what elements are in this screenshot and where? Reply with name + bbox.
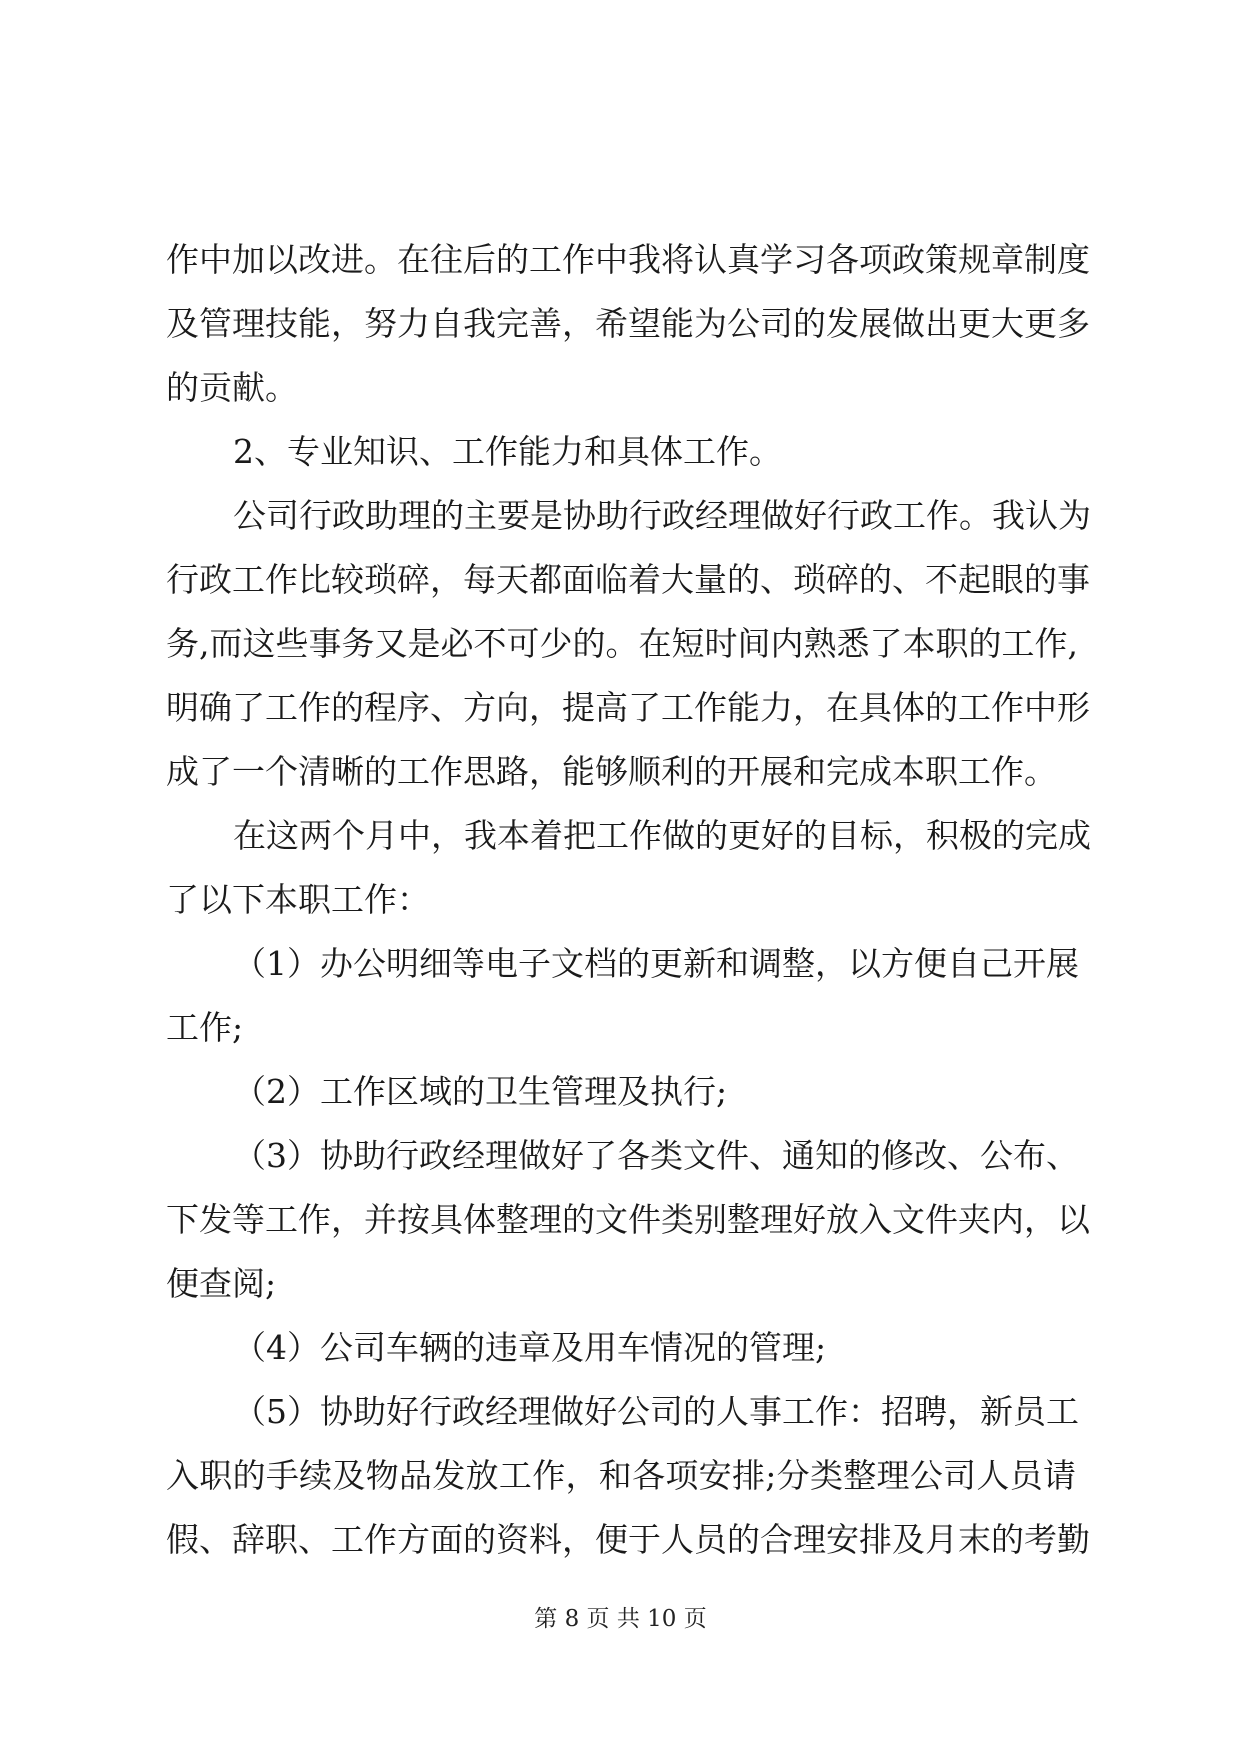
text-line: 作中加以改进。在往后的工作中我将认真学习各项政策规章制度 bbox=[166, 240, 1090, 279]
list-item-line: （4）公司车辆的违章及用车情况的管理; bbox=[233, 1328, 827, 1367]
list-item-line: 工作; bbox=[166, 1008, 244, 1047]
list-item-line: （2）工作区域的卫生管理及执行; bbox=[233, 1072, 728, 1111]
list-item-line: 下发等工作，并按具体整理的文件类别整理好放入文件夹内，以 bbox=[166, 1200, 1090, 1239]
text-line: 成了一个清晰的工作思路，能够顺利的开展和完成本职工作。 bbox=[166, 752, 1057, 791]
text-line: 的贡献。 bbox=[166, 368, 298, 407]
text-line: 公司行政助理的主要是协助行政经理做好行政工作。我认为 bbox=[233, 496, 1091, 535]
list-item-line: （1）办公明细等电子文档的更新和调整，以方便自己开展 bbox=[233, 944, 1079, 983]
text-line: 明确了工作的程序、方向，提高了工作能力，在具体的工作中形 bbox=[166, 688, 1090, 727]
list-item-line: （5）协助好行政经理做好公司的人事工作：招聘，新员工 bbox=[233, 1392, 1079, 1431]
document-body bbox=[166, 228, 1091, 1572]
text-line: 了以下本职工作： bbox=[166, 880, 430, 919]
text-line: 行政工作比较琐碎，每天都面临着大量的、琐碎的、不起眼的事 bbox=[166, 560, 1090, 599]
list-item-line: 入职的手续及物品发放工作，和各项安排;分类整理公司人员请 bbox=[166, 1456, 1076, 1495]
list-item-line: 假、辞职、工作方面的资料，便于人员的合理安排及月末的考勤 bbox=[166, 1520, 1090, 1559]
section-heading: 2、专业知识、工作能力和具体工作。 bbox=[233, 432, 782, 471]
list-item-line: （3）协助行政经理做好了各类文件、通知的修改、公布、 bbox=[233, 1136, 1079, 1175]
list-item-line: 便查阅; bbox=[166, 1264, 277, 1303]
page-number-footer: 第 8 页 共 10 页 bbox=[534, 1606, 707, 1632]
text-line: 及管理技能，努力自我完善，希望能为公司的发展做出更大更多 bbox=[166, 304, 1090, 343]
text-line: 在这两个月中，我本着把工作做的更好的目标，积极的完成 bbox=[233, 816, 1091, 855]
text-line: 务,而这些事务又是必不可少的。在短时间内熟悉了本职的工作, bbox=[166, 624, 1078, 663]
